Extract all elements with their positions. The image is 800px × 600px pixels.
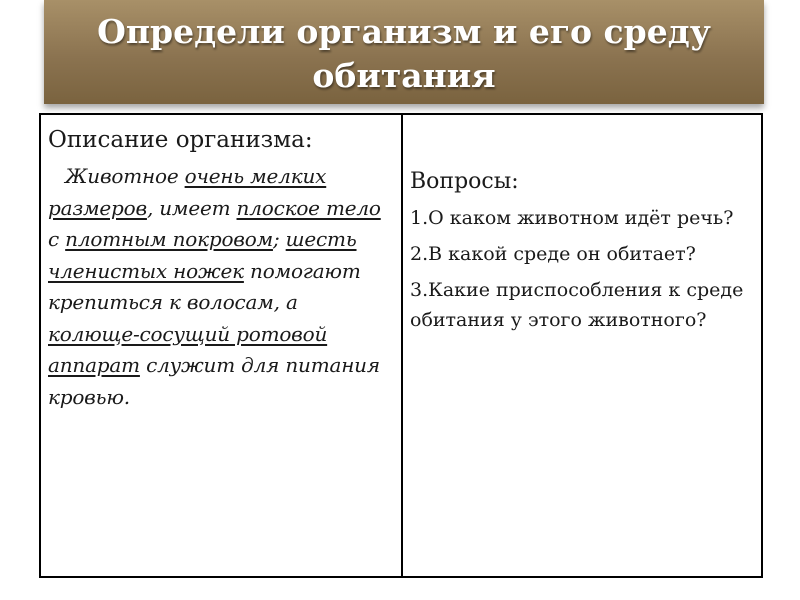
questions-cell xyxy=(403,115,761,576)
title-banner xyxy=(44,0,764,104)
question-item: 3.Какие приспособления к среде обитания у этого животного? xyxy=(410,279,744,331)
description-segment: помогают крепиться к волосам, а xyxy=(48,258,361,314)
description-key-phrase: плотным покровом xyxy=(65,227,273,251)
description-key-phrase: шесть членистых ножек xyxy=(48,227,357,283)
description-key-phrase: очень мелких размеров xyxy=(48,164,327,220)
description-segment: служит для питания кровью. xyxy=(48,353,380,409)
description-key-phrase: колюще-сосущий ротовой аппарат xyxy=(48,321,328,377)
description-segment: Животное xyxy=(65,164,185,188)
question-item: 2.В какой среде он обитает? xyxy=(410,243,696,265)
questions-heading: Вопросы: xyxy=(410,169,519,194)
description-segment: ; xyxy=(272,227,286,251)
description-key-phrase: плоское тело xyxy=(236,195,381,220)
content-table xyxy=(39,113,763,578)
description-segment: с xyxy=(48,227,66,251)
organism-description xyxy=(48,161,391,413)
question-item: 1.О каком животном идёт речь? xyxy=(410,207,734,229)
slide-title: Определи организм и его среду обитания xyxy=(97,12,711,95)
description-heading: Описание организма: xyxy=(48,127,313,153)
description-cell xyxy=(41,115,403,576)
description-segment: , имеет xyxy=(146,195,237,220)
